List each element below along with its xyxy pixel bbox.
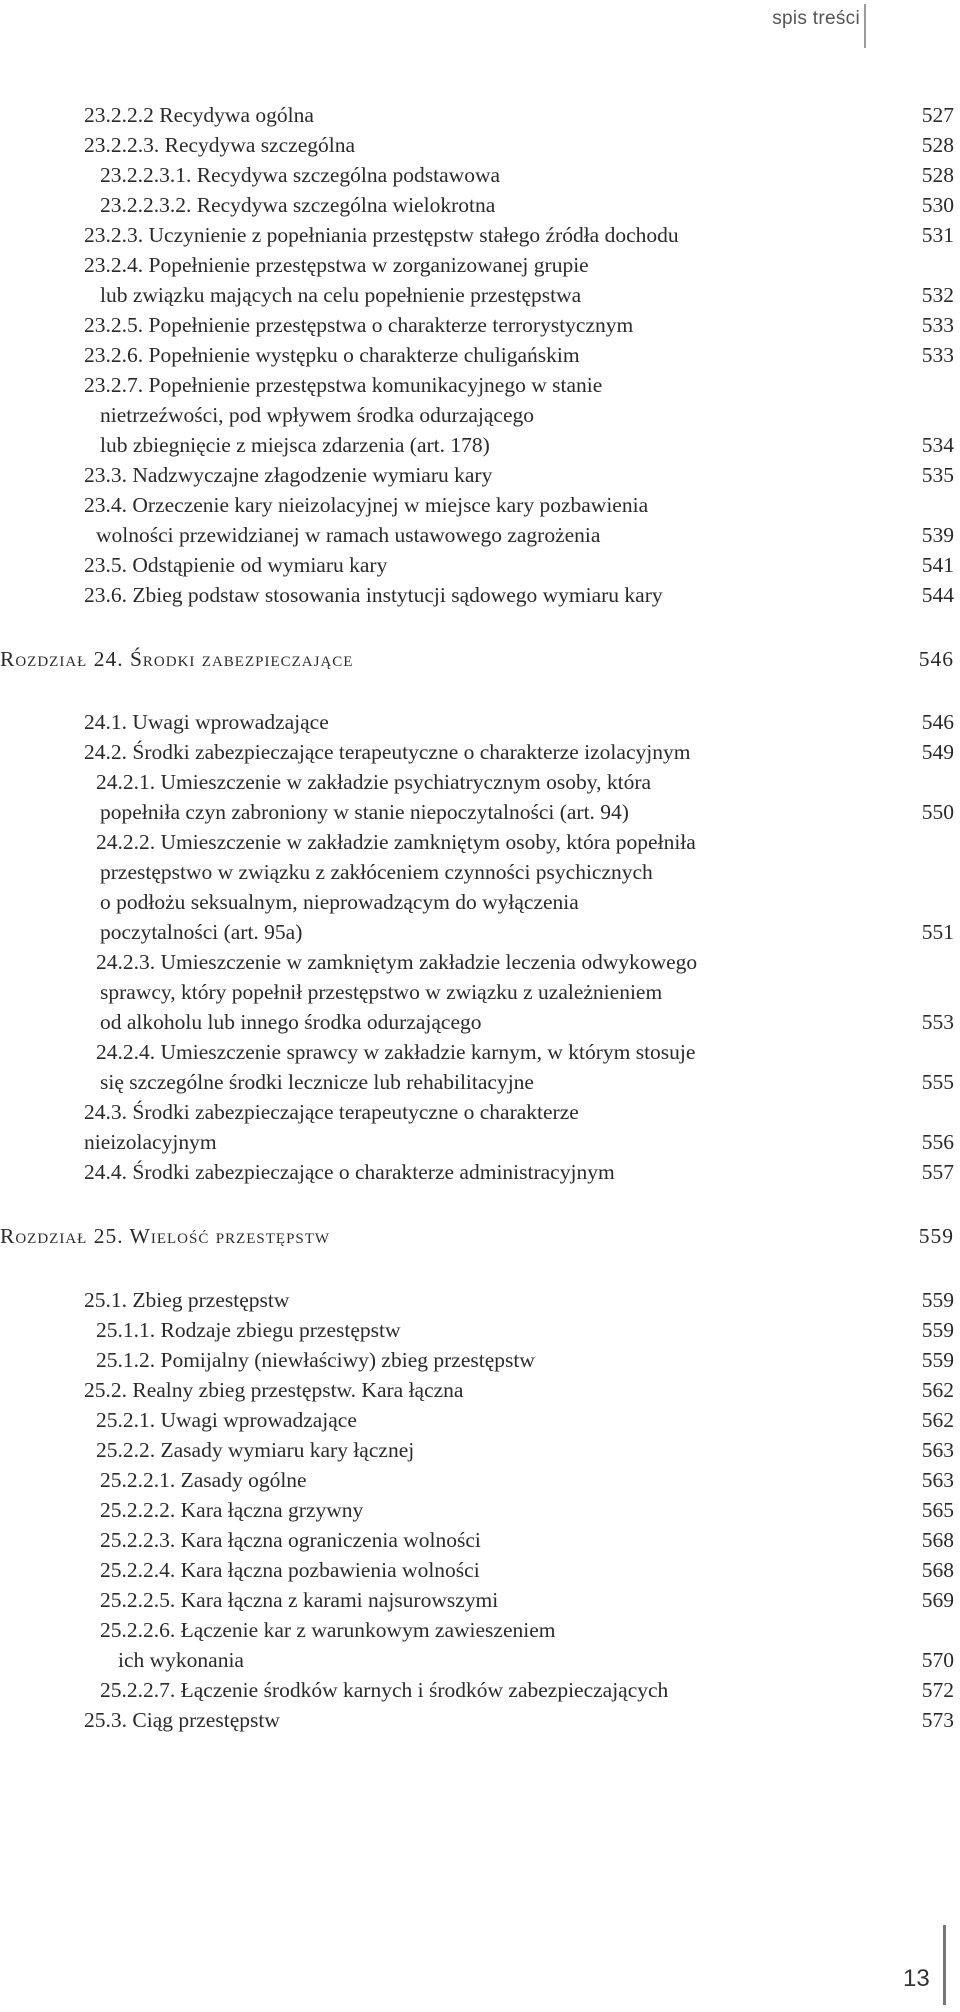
toc-entry bbox=[0, 827, 960, 857]
toc-entry-title: 25.2.2.6. Łączenie kar z warunkowym zawieszeniem bbox=[100, 1618, 556, 1642]
toc-entry-title: 25.1.1. Rodzaje zbiegu przestępstw bbox=[96, 1318, 401, 1342]
toc-entry-title: od alkoholu lub innego środka odurzającego bbox=[100, 1010, 482, 1034]
toc-entry-title: 24.2.1. Umieszczenie w zakładzie psychiatrycznym osoby, która bbox=[96, 770, 652, 794]
toc-entry bbox=[0, 1345, 960, 1375]
toc-entry-title: przestępstwo w związku z zakłóceniem czynności psychicznych bbox=[100, 860, 653, 884]
toc-entry-title: 23.2.5. Popełnienie przestępstwa o charakterze terrorystycznym bbox=[84, 313, 634, 337]
page-number-divider bbox=[943, 1925, 946, 2005]
toc-entry bbox=[0, 857, 960, 887]
header-divider bbox=[864, 4, 866, 48]
toc-entry-title: 25.2.2.5. Kara łączna z karami najsurowszymi bbox=[100, 1588, 499, 1612]
toc-entry-title: poczytalności (art. 95a) bbox=[100, 920, 303, 944]
toc-entry bbox=[0, 190, 960, 220]
toc-entry-page: 563 bbox=[921, 1438, 954, 1462]
toc-entry bbox=[0, 460, 960, 490]
toc-entry bbox=[0, 1435, 960, 1465]
toc-entry-title: 25.2.2.1. Zasady ogólne bbox=[100, 1468, 307, 1492]
toc-entry-title: 25.2.1. Uwagi wprowadzające bbox=[96, 1408, 357, 1432]
toc-entry bbox=[0, 580, 960, 610]
toc-entry bbox=[0, 1405, 960, 1435]
toc-entry-page: 559 bbox=[921, 1288, 954, 1312]
toc-entry-page: 563 bbox=[921, 1468, 954, 1492]
toc-entry bbox=[0, 370, 960, 400]
toc-entry bbox=[0, 1067, 960, 1097]
toc-entry bbox=[0, 1525, 960, 1555]
toc-entry-page: 559 bbox=[918, 1224, 954, 1248]
toc-entry bbox=[0, 1157, 960, 1187]
toc-entry-title: 24.2.3. Umieszczenie w zamkniętym zakładzie leczenia odwykowego bbox=[96, 950, 698, 974]
toc-entry-page: 562 bbox=[921, 1378, 954, 1402]
toc-entry-page: 534 bbox=[921, 433, 954, 457]
toc-entry-title: 25.2.2.2. Kara łączna grzywny bbox=[100, 1498, 364, 1522]
toc-entry-page: 551 bbox=[921, 920, 954, 944]
toc-entry-page: 568 bbox=[921, 1558, 954, 1582]
toc-entry bbox=[0, 1585, 960, 1615]
toc-entry bbox=[0, 707, 960, 737]
toc-entry-page: 546 bbox=[918, 647, 954, 671]
toc-entry-page: 559 bbox=[921, 1348, 954, 1372]
toc-entry bbox=[0, 1645, 960, 1675]
toc-entry bbox=[0, 280, 960, 310]
toc-entry bbox=[0, 1465, 960, 1495]
toc-entry-title: 23.2.6. Popełnienie występku o charakterze chuligańskim bbox=[84, 343, 580, 367]
toc-entry-page: 550 bbox=[921, 800, 954, 824]
toc-entry-title: 23.3. Nadzwyczajne złagodzenie wymiaru kary bbox=[84, 463, 493, 487]
toc-entry bbox=[0, 1127, 960, 1157]
toc-entry-page: 528 bbox=[921, 133, 954, 157]
toc-entry bbox=[0, 1007, 960, 1037]
toc-entry-title: sprawcy, który popełnił przestępstwo w związku z uzależnieniem bbox=[100, 980, 663, 1004]
page-number: 13 bbox=[903, 1965, 930, 1992]
toc-entry-page: 531 bbox=[921, 223, 954, 247]
toc-entry-title: 24.4. Środki zabezpieczające o charakterze administracyjnym bbox=[84, 1160, 615, 1184]
toc-entry bbox=[0, 767, 960, 797]
toc-entry bbox=[0, 797, 960, 827]
toc-entry-title: 23.6. Zbieg podstaw stosowania instytucji sądowego wymiaru kary bbox=[84, 583, 663, 607]
toc-entry-title: 24.2. Środki zabezpieczające terapeutyczne o charakterze izolacyjnym bbox=[84, 740, 691, 764]
toc-entry bbox=[0, 1097, 960, 1127]
toc-entry bbox=[0, 250, 960, 280]
toc-entry-page: 559 bbox=[921, 1318, 954, 1342]
toc-entry bbox=[0, 947, 960, 977]
toc-entry bbox=[0, 1037, 960, 1067]
toc-entry-page: 528 bbox=[921, 163, 954, 187]
toc-entry-page: 565 bbox=[921, 1498, 954, 1522]
toc-entry-page: 535 bbox=[921, 463, 954, 487]
toc-entry-page: 541 bbox=[921, 553, 954, 577]
toc-entry-title: 25.2.2. Zasady wymiaru kary łącznej bbox=[96, 1438, 415, 1462]
toc-entry bbox=[0, 1375, 960, 1405]
toc-entry bbox=[0, 340, 960, 370]
toc-entry bbox=[0, 550, 960, 580]
chapter-heading bbox=[0, 644, 960, 674]
toc-entry-page: 573 bbox=[921, 1708, 954, 1732]
toc-entry-title: 25.2. Realny zbieg przestępstw. Kara łączna bbox=[84, 1378, 464, 1402]
toc-entry-title: 25.2.2.7. Łączenie środków karnych i środków zabezpieczających bbox=[100, 1678, 669, 1702]
toc-entry-page: 570 bbox=[921, 1648, 954, 1672]
toc-entry-title: 23.2.2.3.1. Recydywa szczególna podstawowa bbox=[100, 163, 501, 187]
toc-entry bbox=[0, 130, 960, 160]
toc-entry-page: 556 bbox=[921, 1130, 954, 1154]
toc-entry-page: 553 bbox=[921, 1010, 954, 1034]
toc-entry-page: 569 bbox=[921, 1588, 954, 1612]
toc-entry-page: 572 bbox=[921, 1678, 954, 1702]
toc-entry-title: Rozdział 25. Wielość przestępstw bbox=[0, 1224, 331, 1248]
toc-entry-page: 562 bbox=[921, 1408, 954, 1432]
toc-entry bbox=[0, 490, 960, 520]
toc-entry-title: 25.3. Ciąg przestępstw bbox=[84, 1708, 280, 1732]
toc-entry-title: lub związku mających na celu popełnienie przestępstwa bbox=[100, 283, 582, 307]
toc-entry-title: 25.2.2.3. Kara łączna ograniczenia wolności bbox=[100, 1528, 481, 1552]
toc-entry-title: się szczególne środki lecznicze lub rehabilitacyjne bbox=[100, 1070, 534, 1094]
toc-entry bbox=[0, 1315, 960, 1345]
toc-entry-page: 557 bbox=[921, 1160, 954, 1184]
toc-entry-page: 555 bbox=[921, 1070, 954, 1094]
toc-entry-title: Rozdział 24. Środki zabezpieczające bbox=[0, 647, 354, 671]
toc-entry-title: 23.4. Orzeczenie kary nieizolacyjnej w miejsce kary pozbawienia bbox=[84, 493, 649, 517]
toc-entry-title: 23.2.2.3. Recydywa szczególna bbox=[84, 133, 356, 157]
toc-entry-title: 23.2.4. Popełnienie przestępstwa w zorganizowanej grupie bbox=[84, 253, 589, 277]
toc-entry-page: 568 bbox=[921, 1528, 954, 1552]
toc-entry bbox=[0, 887, 960, 917]
toc-entry bbox=[0, 1555, 960, 1585]
toc-entry bbox=[0, 400, 960, 430]
toc-entry-title: 25.1.2. Pomijalny (niewłaściwy) zbieg przestępstw bbox=[96, 1348, 535, 1372]
toc-entry-title: wolności przewidzianej w ramach ustawowego zagrożenia bbox=[96, 523, 601, 547]
toc-entry-page: 539 bbox=[921, 523, 954, 547]
toc-entry bbox=[0, 310, 960, 340]
toc-entry-title: 24.3. Środki zabezpieczające terapeutyczne o charakterze bbox=[84, 1100, 579, 1124]
toc-entry-page: 549 bbox=[921, 740, 954, 764]
toc-entry bbox=[0, 977, 960, 1007]
toc-entry-page: 532 bbox=[921, 283, 954, 307]
toc-entry-title: 23.2.7. Popełnienie przestępstwa komunikacyjnego w stanie bbox=[84, 373, 603, 397]
running-head: spis treści bbox=[772, 8, 860, 29]
toc-entry-title: 25.2.2.4. Kara łączna pozbawienia wolności bbox=[100, 1558, 480, 1582]
toc-entry-page: 527 bbox=[921, 103, 954, 127]
toc-entry-title: 24.1. Uwagi wprowadzające bbox=[84, 710, 329, 734]
toc-entry-page: 533 bbox=[921, 313, 954, 337]
toc-entry bbox=[0, 1495, 960, 1525]
toc-entry bbox=[0, 737, 960, 767]
toc-entry-title: 23.5. Odstąpienie od wymiaru kary bbox=[84, 553, 388, 577]
toc-entry-title: 23.2.2.3.2. Recydywa szczególna wielokrotna bbox=[100, 193, 496, 217]
toc-entry-title: 24.2.4. Umieszczenie sprawcy w zakładzie karnym, w którym stosuje bbox=[96, 1040, 696, 1064]
toc-entry bbox=[0, 1705, 960, 1735]
toc-entry-title: ich wykonania bbox=[118, 1648, 244, 1672]
toc-entry-page: 544 bbox=[921, 583, 954, 607]
toc-entry-title: 23.2.3. Uczynienie z popełniania przestępstw stałego źródła dochodu bbox=[84, 223, 679, 247]
toc-entry bbox=[0, 430, 960, 460]
toc-entry bbox=[0, 1615, 960, 1645]
toc-entry bbox=[0, 1285, 960, 1315]
toc-entry-page: 533 bbox=[921, 343, 954, 367]
toc-entry-title: popełniła czyn zabroniony w stanie niepoczytalności (art. 94) bbox=[100, 800, 629, 824]
toc-entry-title: 24.2.2. Umieszczenie w zakładzie zamkniętym osoby, która popełniła bbox=[96, 830, 696, 854]
toc-entry-page: 546 bbox=[921, 710, 954, 734]
toc-entry-page: 530 bbox=[921, 193, 954, 217]
toc-entry-title: nietrzeźwości, pod wpływem środka odurzającego bbox=[100, 403, 535, 427]
toc-entry bbox=[0, 220, 960, 250]
chapter-heading bbox=[0, 1221, 960, 1251]
toc-entry bbox=[0, 1675, 960, 1705]
toc-entry-title: 23.2.2.2 Recydywa ogólna bbox=[84, 103, 314, 127]
toc-entry bbox=[0, 160, 960, 190]
toc-entry-title: nieizolacyjnym bbox=[84, 1130, 217, 1154]
toc-entry-title: o podłożu seksualnym, nieprowadzącym do wyłączenia bbox=[100, 890, 579, 914]
toc-entry bbox=[0, 917, 960, 947]
toc-entry-title: 25.1. Zbieg przestępstw bbox=[84, 1288, 290, 1312]
toc-entry bbox=[0, 100, 960, 130]
toc-entry-title: lub zbiegnięcie z miejsca zdarzenia (art. 178) bbox=[100, 433, 490, 457]
toc-entry bbox=[0, 520, 960, 550]
